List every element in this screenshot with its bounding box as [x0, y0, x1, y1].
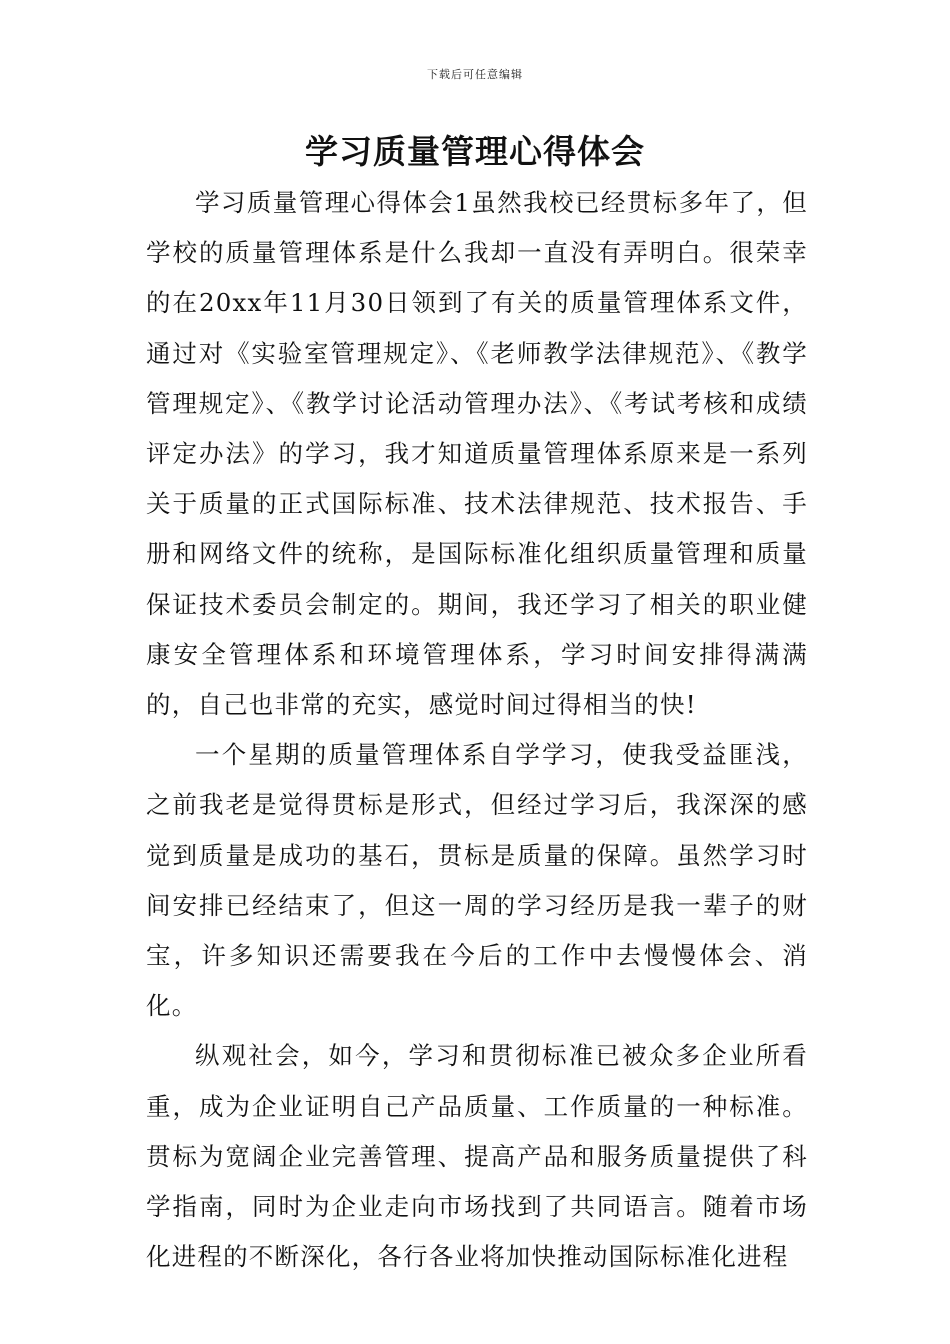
header-note: 下载后可任意编辑: [427, 68, 523, 81]
paragraph: 一个星期的质量管理体系自学学习，使我受益匪浅，之前我老是觉得贯标是形式，但经过学习后，我深深的感觉到质量是成功的基石，贯标是质量的保障。虽然学习时间安排已经结束了，但这一周的学习经历是我一辈子的财宝，许多知识还需要我在今后的工作中去慢慢体会、消化。: [146, 740, 808, 1021]
document-body: [146, 178, 808, 1282]
paragraph: 纵观社会，如今，学习和贯彻标准已被众多企业所看重，成为企业证明自己产品质量、工作质量的一种标准。贯标为宽阔企业完善管理、提高产品和服务质量提供了科学指南，同时为企业走向市场找到了共同语言。随着市场化进程的不断深化，各行各业将加快推动国际标准化进程: [146, 1041, 808, 1272]
paragraph: 学习质量管理心得体会1虽然我校已经贯标多年了，但学校的质量管理体系是什么我却一直没有弄明白。很荣幸的在20xx年11月30日领到了有关的质量管理体系文件，通过对《实验室管理规定》、《老师教学法律规范》、《教学管理规定》、《教学讨论活动管理办法》、《考试考核和成绩评定办法》的学习，我才知道质量管理体系原来是一系列关于质量的正式国际标准、技术法律规范、技术报告、手册和网络文件的统称，是国际标准化组织质量管理和质量保证技术委员会制定的。期间，我还学习了相关的职业健康安全管理体系和环境管理体系，学习时间安排得满满的，自己也非常的充实，感觉时间过得相当的快!: [146, 188, 808, 720]
document-title: 学习质量管理心得体会: [305, 132, 645, 171]
